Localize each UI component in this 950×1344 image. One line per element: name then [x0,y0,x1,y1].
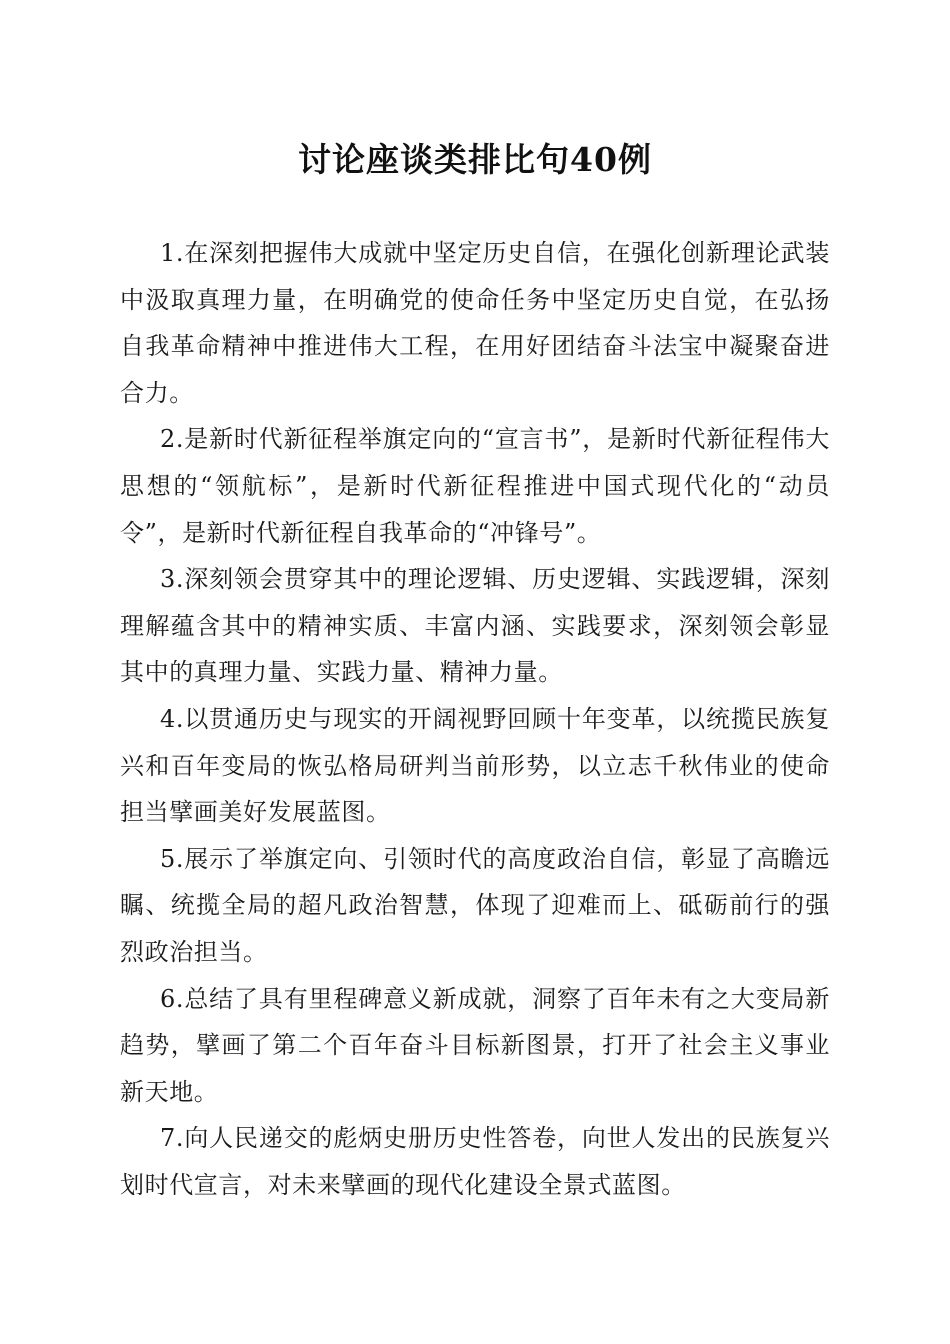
document-title: 讨论座谈类排比句40例 [298,140,652,179]
paragraph-7: 7.向人民递交的彪炳史册历史性答卷，向世人发出的民族复兴划时代宣言，对未来擘画的现代化建设全景式蓝图。 [120,1124,830,1199]
document-body [120,230,830,1208]
paragraph-6: 6.总结了具有里程碑意义新成就，洞察了百年未有之大变局新趋势，擘画了第二个百年奋斗目标新图景，打开了社会主义事业新天地。 [120,984,830,1106]
paragraph-3: 3.深刻领会贯穿其中的理论逻辑、历史逻辑、实践逻辑，深刻理解蕴含其中的精神实质、丰富内涵、实践要求，深刻领会彰显其中的真理力量、实践力量、精神力量。 [120,565,830,687]
paragraph-4: 4.以贯通历史与现实的开阔视野回顾十年变革，以统揽民族复兴和百年变局的恢弘格局研判当前形势，以立志千秋伟业的使命担当擘画美好发展蓝图。 [120,704,830,827]
paragraph-1: 1.在深刻把握伟大成就中坚定历史自信，在强化创新理论武装中汲取真理力量，在明确党的使命任务中坚定历史自觉，在弘扬自我革命精神中推进伟大工程，在用好团结奋斗法宝中凝聚奋进合力。 [120,239,830,407]
paragraph-2: 2.是新时代新征程举旗定向的“宣言书”，是新时代新征程伟大思想的“领航标”，是新时代新征程推进中国式现代化的“动员令”，是新时代新征程自我革命的“冲锋号”。 [120,425,830,547]
paragraph-5: 5.展示了举旗定向、引领时代的高度政治自信，彰显了高瞻远瞩、统揽全局的超凡政治智慧，体现了迎难而上、砥砺前行的强烈政治担当。 [120,844,830,966]
